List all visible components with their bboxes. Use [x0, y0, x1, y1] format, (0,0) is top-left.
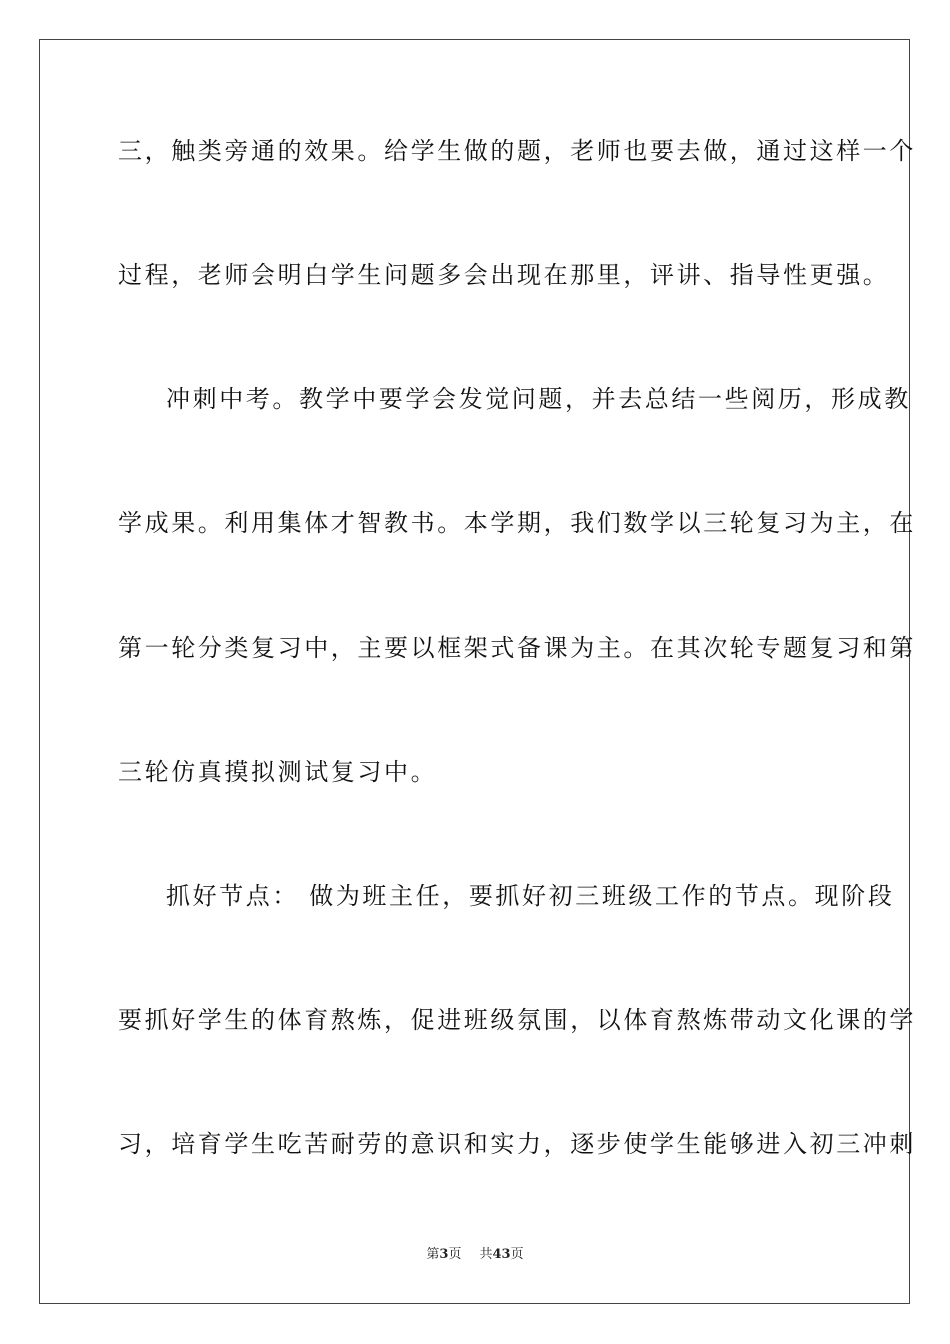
- text-line: 学成果。利用集体才智教书。本学期，我们数学以三轮复习为主，在: [118, 509, 916, 537]
- paragraph-start-line: 抓好节点： 做为班主任，要抓好初三班级工作的节点。现阶段: [166, 882, 895, 910]
- paragraph-start-line: 冲刺中考。教学中要学会发觉问题，并去总结一些阅历，形成教: [166, 385, 911, 413]
- page-frame: [39, 39, 916, 1304]
- total-pages-prefix: 共: [479, 1247, 493, 1262]
- total-pages: 43: [492, 1247, 511, 1262]
- page-number-suffix: 页: [448, 1247, 462, 1262]
- page-footer: [0, 1246, 950, 1264]
- page-number: 3: [439, 1247, 449, 1262]
- text-line: 三，触类旁通的效果。给学生做的题，老师也要去做，通过这样一个: [118, 137, 916, 165]
- text-line: 第一轮分类复习中，主要以框架式备课为主。在其次轮专题复习和第: [118, 634, 916, 662]
- text-line: 习，培育学生吃苦耐劳的意识和实力，逐步使学生能够进入初三冲刺: [118, 1130, 916, 1158]
- text-line: 过程，老师会明白学生问题多会出现在那里，评讲、指导性更强。: [118, 261, 890, 289]
- text-line: 三轮仿真摸拟测试复习中。: [118, 758, 438, 786]
- page-number-prefix: 第: [426, 1247, 440, 1262]
- text-line: 要抓好学生的体育熬炼，促进班级氛围，以体育熬炼带动文化课的学: [118, 1006, 916, 1034]
- total-pages-suffix: 页: [510, 1247, 524, 1262]
